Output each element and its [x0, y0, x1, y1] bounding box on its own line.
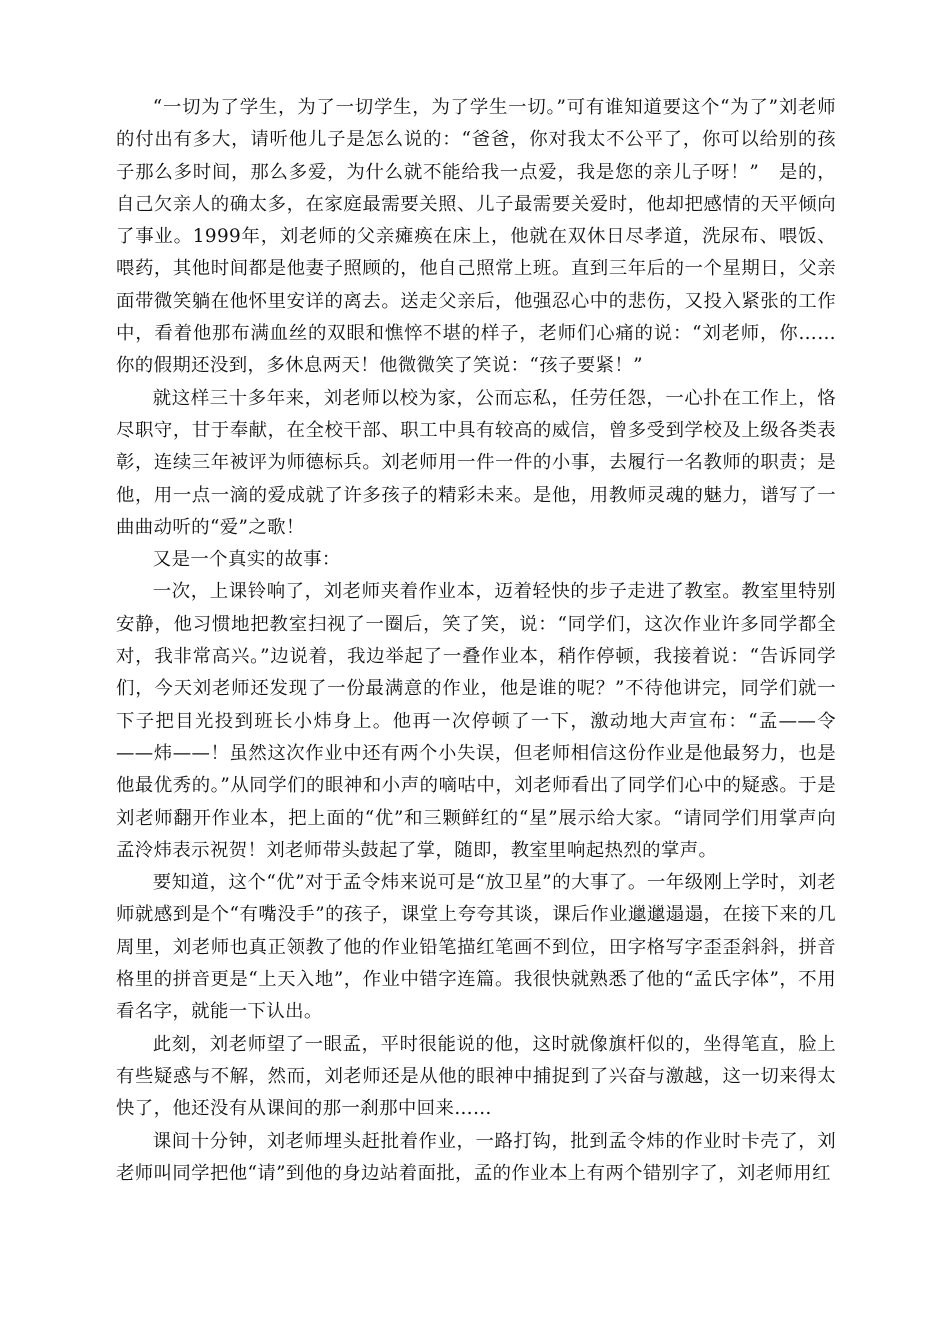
- paragraph: 此刻，刘老师望了一眼孟，平时很能说的他，这时就像旗杆似的，坐得笔直，脸上有些疑惑与不解，然而，刘老师还是从他的眼神中捕捉到了兴奋与激越，这一切来得太快了，他还没有从课间的那一刹那中回来……: [116, 1033, 836, 1120]
- paragraph: 一次，上课铃响了，刘老师夹着作业本，迈着轻快的步子走进了教室。教室里特别安静，他习惯地把教室扫视了一圈后，笑了笑，说：“同学们，这次作业许多同学都全对，我非常高兴。”边说着，我边举起了一叠作业本，稍作停顿，我接着说：“告诉同学们，今天刘老师还发现了一份最满意的作业，他是谁的呢？”不待他讲完，同学们就一下子把目光投到班长小炜身上。他再一次停顿了一下，激动地大声宣布：“孟——令——炜——！虽然这次作业中还有两个小失误，但老师相信这份作业是他最努力，也是他最优秀的。”从同学们的眼神和小声的嘀咕中，刘老师看出了同学们心中的疑惑。于是刘老师翻开作业本，把上面的“优”和三颗鲜红的“星”展示给大家。“请同学们用掌声向孟泠炜表示祝贺！刘老师带头鼓起了掌，随即，教室里响起热烈的掌声。: [116, 581, 836, 861]
- paragraph: 就这样三十多年来，刘老师以校为家，公而忘私，任劳任怨，一心扑在工作上，恪尽职守，甘于奉献，在全校干部、职工中具有较高的威信，曾多受到学校及上级各类表彰，连续三年被评为师德标兵。刘老师用一件一件的小事，去履行一名教师的职责；是他，用一点一滴的爱成就了许多孩子的精彩未来。是他，用教师灵魂的魅力，谱写了一曲曲动听的“爱”之歌！: [116, 387, 836, 538]
- paragraph: 又是一个真实的故事：: [152, 549, 341, 571]
- paragraph: “一切为了学生，为了一切学生，为了学生一切。”可有谁知道要这个“为了”刘老师的付出有多大，请听他儿子是怎么说的：“爸爸，你对我太不公平了，你可以给别的孩子那么多时间，那么多爱，为什么就不能给我一点爱，我是您的亲儿子呀！” 是的，自己欠亲人的确太多，在家庭最需要关照、儿子最需要关爱时，他却把感情的天平倾向了事业。1999年，刘老师的父亲瘫痪在床上，他就在双休日尽孝道，洗尿布、喂饭、喂药，其他时间都是他妻子照顾的，他自己照常上班。直到三年后的一个星期日，父亲面带微笑躺在他怀里安详的离去。送走父亲后，他强忍心中的悲伤，又投入紧张的工作中，看着他那布满血丝的双眼和憔悴不堪的样子，老师们心痛的说：“刘老师，你……你的假期还没到，多休息两天！他微微笑了笑说：“孩子要紧！”: [116, 97, 836, 377]
- paragraph: 要知道，这个“优”对于孟令炜来说可是“放卫星”的大事了。一年级刚上学时，刘老师就感到是个“有嘴没手”的孩子，课堂上夸夸其谈，课后作业邋邋遢遢，在接下来的几周里，刘老师也真正领教了他的作业铅笔描红笔画不到位，田字格写字歪歪斜斜，拼音格里的拼音更是“上天入地”，作业中错字连篇。我很快就熟悉了他的“孟氏字体”，不用看名字，就能一下认出。: [116, 872, 836, 1023]
- paragraph: 课间十分钟，刘老师埋头赶批着作业，一路打钩，批到孟令炜的作业时卡壳了，刘老师叫同学把他“请”到他的身边站着面批，孟的作业本上有两个错别字了，刘老师用红: [116, 1130, 836, 1184]
- document-page: [116, 92, 836, 1190]
